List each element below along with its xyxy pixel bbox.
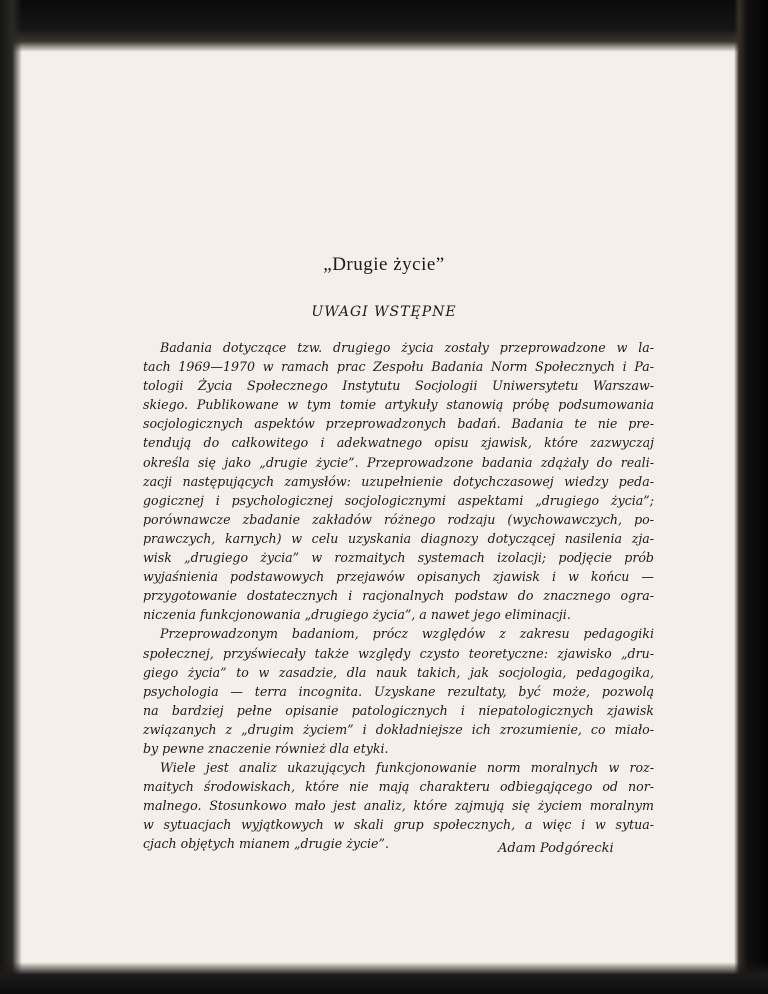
text-line: zacji następujących zamysłów: uzupełnienie dotychczasowej wiedzy peda- [143,473,654,489]
text-line: giego życia” to w zasadzie, dla nauk takich, jak socjologia, pedagogika, [143,664,654,680]
body-text [143,338,654,854]
text-line: określa się jako „drugie życie”. Przeprowadzone badania zdążały do reali- [143,454,654,470]
text-line: prawczych, karnych) w celu uzyskania diagnozy dotyczącej nasilenia zja- [143,530,654,546]
text-line: wyjaśnienia podstawowych przejawów opisanych zjawisk i w końcu — [143,569,654,585]
text-line: wisk „drugiego życia” w rozmaitych systemach izolacji; podjęcie prób [143,550,654,566]
text-line: przygotowanie dostatecznych i racjonalnych podstaw do znacznego ogra- [143,588,654,604]
section-heading: UWAGI WSTĘPNE [311,304,457,320]
text-line: socjologicznych aspektów przeprowadzonych badań. Badania te nie pre- [143,416,654,432]
text-line: maitych środowiskach, które nie mają charakteru odbiegającego od nor- [143,779,654,795]
text-line: porównawcze zbadanie zakładów różnego rodzaju (wychowawczych, po- [143,511,654,527]
author-signature: Adam Podgórecki [498,841,614,856]
text-line: psychologia — terra incognita. Uzyskane rezultaty, być może, pozwolą [143,683,654,699]
text-line: skiego. Publikowane w tym tomie artykuły stanowią próbę podsumowania [143,397,654,413]
text-line: tologii Życia Społecznego Instytutu Socjologii Uniwersytetu Warszaw- [143,378,654,394]
text-line: gogicznej i psychologicznej socjologicznymi aspektami „drugiego życia”; [143,492,654,508]
text-line: niczenia funkcjonowania „drugiego życia”, a nawet jego eliminacji. [143,607,571,623]
text-line: w sytuacjach wyjątkowych w skali grup społecznych, a więc i w sytua- [143,817,654,833]
chapter-title: „Drugie życie” [323,254,445,275]
text-line: tach 1969—1970 w ramach prac Zespołu Badania Norm Społecznych i Pa- [143,359,654,375]
text-line: Wiele jest analiz ukazujących funkcjonowanie norm moralnych w roz- [160,760,654,776]
text-line: Przeprowadzonym badaniom, prócz względów z zakresu pedagogiki [160,626,654,642]
text-line: związanych z „drugim życiem” i dokładniejsze ich zrozumienie, co miało- [143,721,654,737]
text-line: Badania dotyczące tzw. drugiego życia zostały przeprowadzone w la- [160,340,654,355]
text-line: tendują do całkowitego i adekwatnego opisu zjawisk, które zazwyczaj [143,435,654,451]
text-line: społecznej, przyświecały także względy czysto teoretyczne: zjawisko „dru- [143,645,654,661]
text-line: malnego. Stosunkowo mało jest analiz, które zajmują się życiem moralnym [143,798,654,814]
text-line: cjach objętych mianem „drugie życie”. [143,836,389,852]
text-line: na bardziej pełne opisanie patologicznych i niepatologicznych zjawisk [143,702,654,718]
text-line: by pewne znaczenie również dla etyki. [143,740,389,756]
